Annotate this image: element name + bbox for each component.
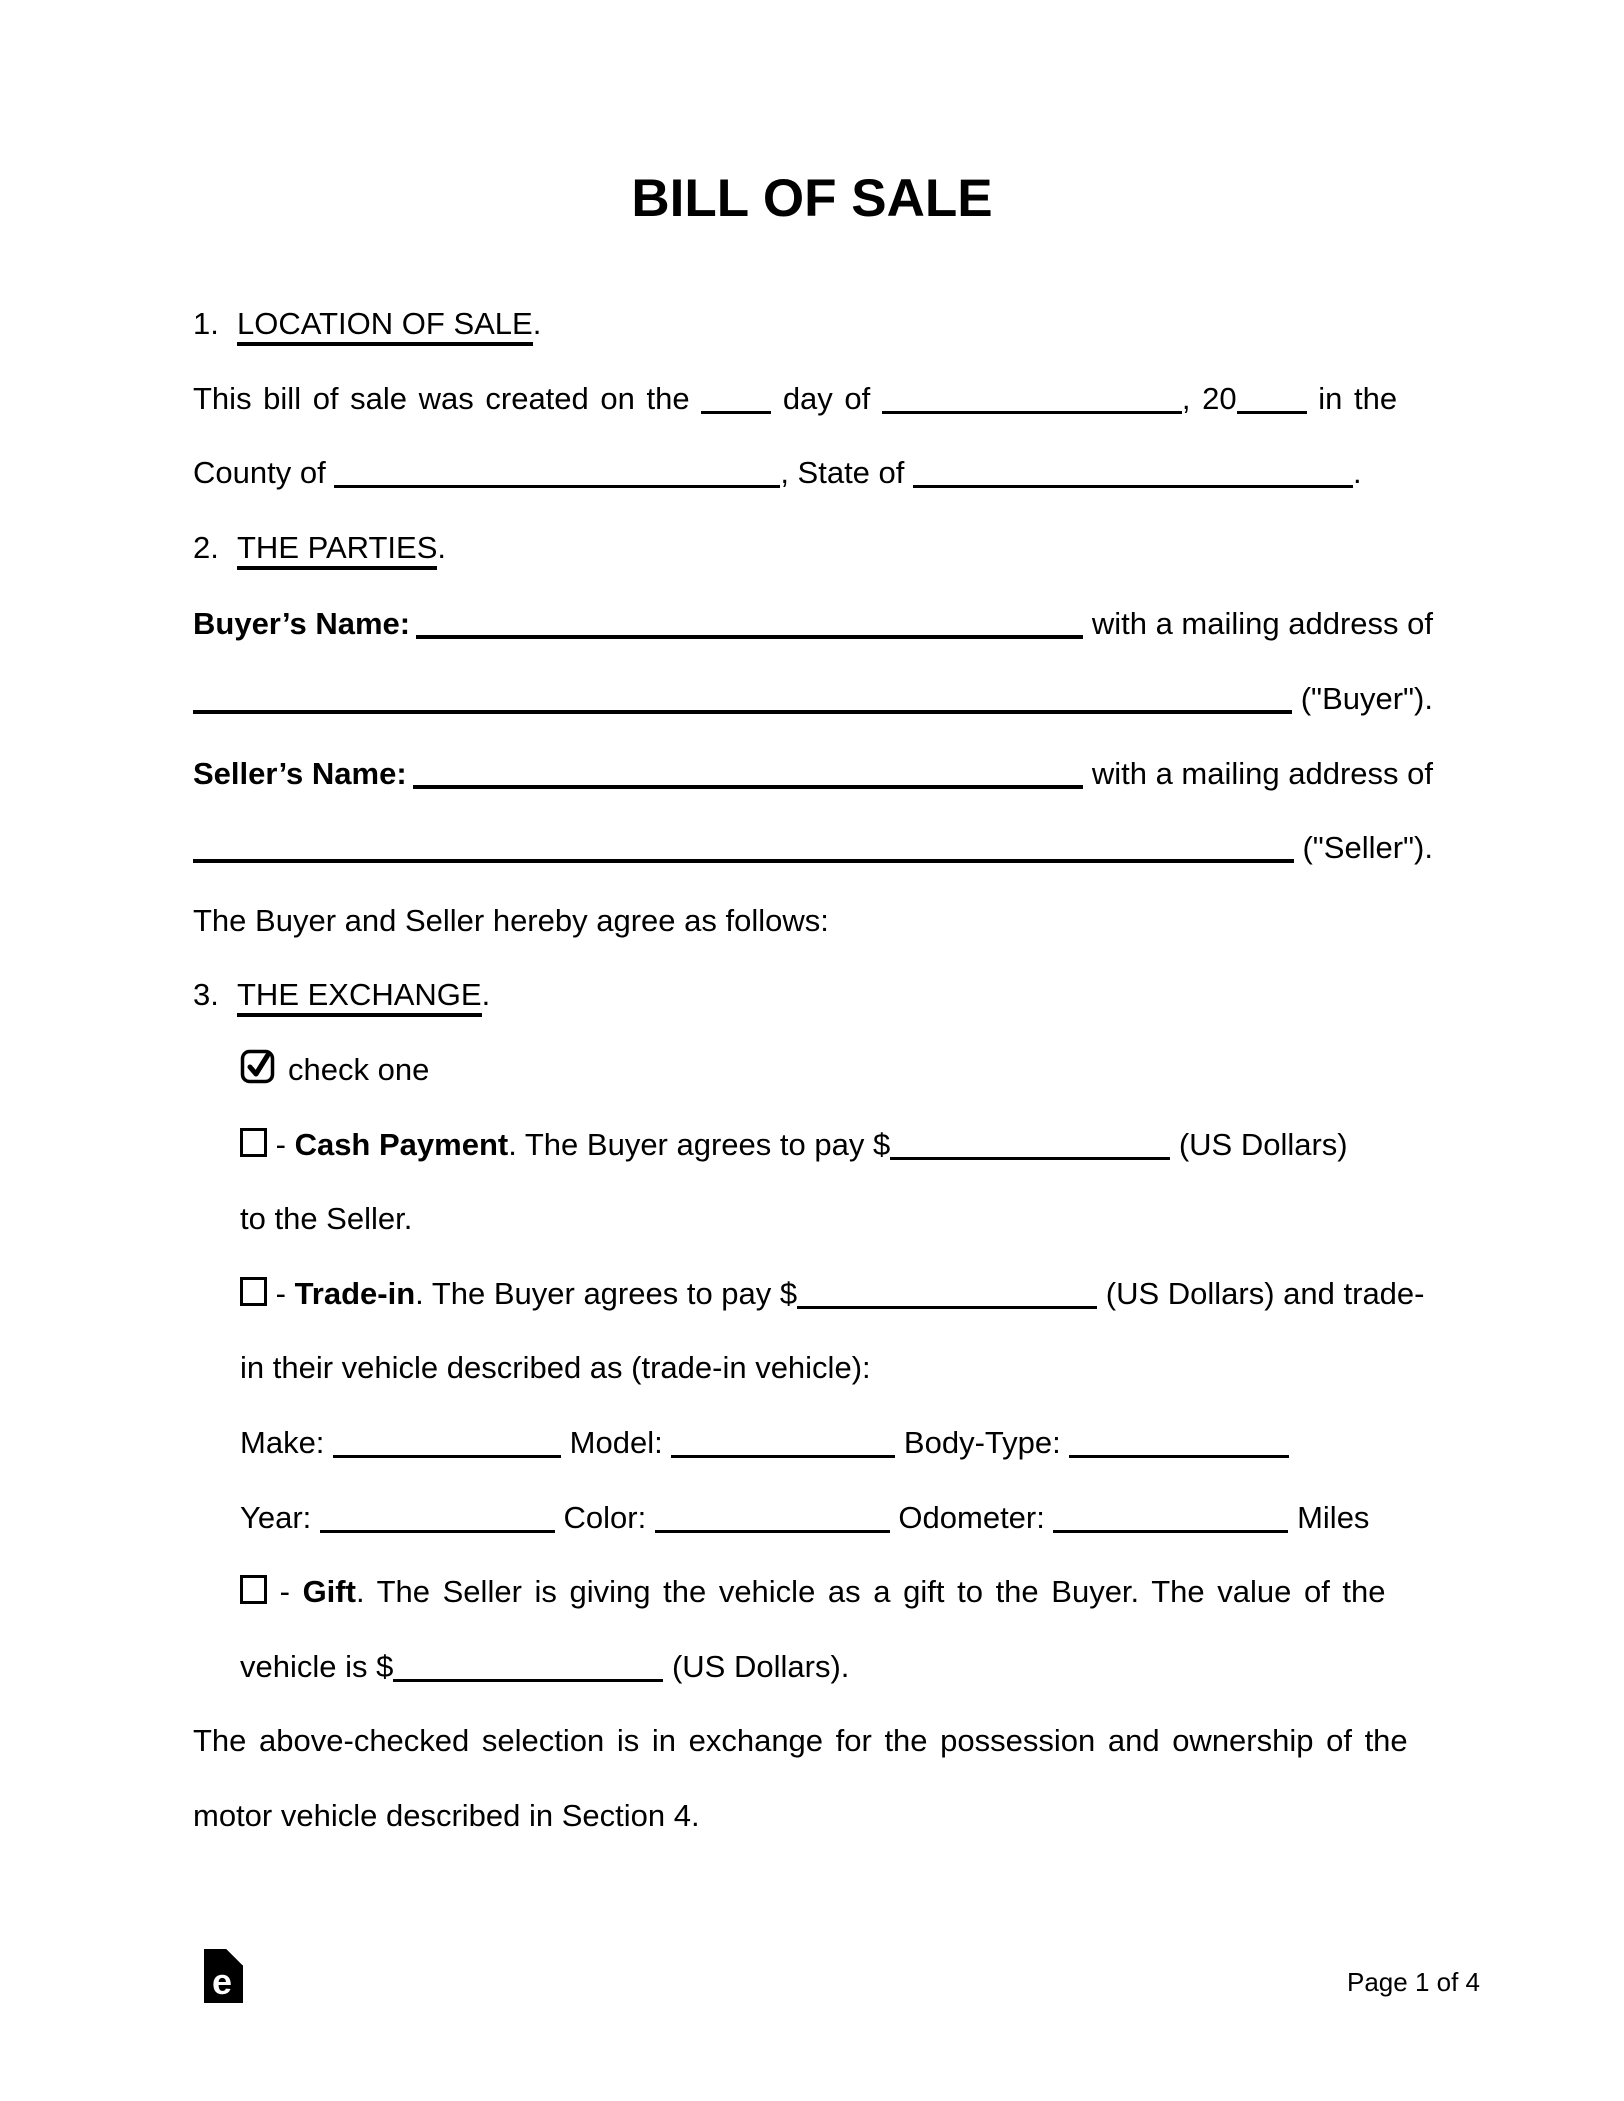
cash-dash: -	[267, 1126, 295, 1162]
check-one-line	[193, 1033, 1433, 1108]
seller-name-blank[interactable]	[413, 785, 1084, 789]
check-one-checkbox[interactable]	[240, 1048, 276, 1084]
cash-us-dollars-text: (US Dollars)	[1170, 1126, 1348, 1162]
miles-label: Miles	[1288, 1499, 1370, 1535]
logo-letter: e	[211, 1961, 233, 2002]
document-title: BILL OF SALE	[631, 169, 993, 228]
section-1-title: LOCATION OF SALE	[237, 306, 533, 346]
buyer-address-blank[interactable]	[193, 710, 1292, 714]
in-the-text: in the	[1306, 380, 1398, 416]
section-2-title: THE PARTIES	[237, 530, 437, 570]
eforms-logo	[204, 1949, 244, 2003]
color-blank[interactable]	[655, 1530, 890, 1533]
section-2-period: .	[437, 529, 447, 565]
odometer-label: Odometer:	[889, 1499, 1054, 1535]
gift-cont-line	[193, 1630, 1433, 1705]
buyer-name-blank[interactable]	[416, 635, 1083, 639]
gift-label: Gift	[302, 1574, 356, 1610]
trade-in-text: . The Buyer agrees to pay $	[415, 1275, 798, 1311]
cash-payment-label: Cash Payment	[294, 1126, 509, 1162]
day-of-text: day of	[771, 380, 882, 416]
state-of-text: , State of	[780, 455, 914, 491]
gift-line	[193, 1555, 1433, 1630]
cash-payment-text: . The Buyer agrees to pay $	[508, 1126, 891, 1162]
gift-text: . The Seller is giving the vehicle as a gift to the Buyer. The value of the	[355, 1574, 1386, 1610]
checkmark-icon	[250, 1055, 268, 1074]
buyer-address-line	[193, 660, 1433, 735]
seller-paren-text: ("Seller").	[1293, 830, 1433, 866]
section-2-number: 2.	[193, 529, 219, 565]
check-one-label: check one	[288, 1051, 430, 1087]
section-3-number: 3.	[193, 977, 219, 1013]
color-label: Color:	[554, 1499, 655, 1535]
page-number: Page 1 of 4	[1347, 1967, 1480, 1997]
trade-in-label: Trade-in	[294, 1275, 416, 1311]
buyer-mailing-text: with a mailing address of	[1083, 606, 1433, 642]
seller-mailing-text: with a mailing address of	[1083, 755, 1433, 791]
make-blank[interactable]	[333, 1455, 561, 1458]
day-blank[interactable]	[701, 411, 771, 414]
agree-text: The Buyer and Seller hereby agree as follows:	[193, 902, 829, 938]
seller-address-line	[193, 809, 1433, 884]
cash-payment-cont-line	[193, 1182, 1433, 1257]
trade-fields-row1	[193, 1406, 1433, 1481]
gift-dash: -	[267, 1574, 303, 1610]
trade-dash: -	[267, 1275, 295, 1311]
year-field-blank[interactable]	[320, 1530, 555, 1533]
gift-us-dollars-text: (US Dollars).	[663, 1648, 850, 1684]
make-label: Make:	[240, 1424, 334, 1460]
body-type-blank[interactable]	[1069, 1455, 1289, 1458]
cash-payment-line	[193, 1108, 1433, 1183]
gift-value-blank[interactable]	[393, 1679, 663, 1682]
cash-amount-blank[interactable]	[890, 1157, 1170, 1160]
year-label: Year:	[240, 1499, 320, 1535]
section-3-heading	[193, 958, 1433, 1033]
trade-in-checkbox[interactable]	[240, 1277, 267, 1306]
closing-line2	[193, 1779, 1433, 1854]
state-blank[interactable]	[913, 485, 1353, 488]
model-label: Model:	[561, 1424, 672, 1460]
section-1-heading	[193, 287, 1433, 362]
model-blank[interactable]	[671, 1455, 895, 1458]
closing-text-1: The above-checked selection is in exchange for the possession and ownership of the	[193, 1723, 1408, 1759]
agreement-line	[193, 884, 1433, 959]
trade-fields-row2	[193, 1481, 1433, 1556]
vehicle-is-text: vehicle is $	[240, 1648, 394, 1684]
trade-us-dollars-text: (US Dollars) and trade-	[1097, 1275, 1425, 1311]
seller-name-label: Seller’s Name:	[193, 755, 407, 791]
trade-amount-blank[interactable]	[797, 1306, 1097, 1309]
section-3-period: .	[481, 977, 491, 1013]
section-1-period: .	[532, 306, 542, 341]
odometer-blank[interactable]	[1053, 1530, 1288, 1533]
location-period: .	[1353, 455, 1362, 491]
created-on-text: This bill of sale was created on the	[193, 380, 702, 416]
county-of-text: County of	[193, 455, 335, 491]
month-blank[interactable]	[882, 411, 1182, 414]
year-prefix-text: , 20	[1181, 380, 1237, 416]
buyer-name-line	[193, 585, 1433, 660]
county-blank[interactable]	[334, 485, 780, 488]
section-2-heading	[193, 511, 1433, 586]
location-sentence-line2	[193, 436, 1433, 511]
section-1-number: 1.	[193, 306, 219, 341]
closing-line1	[193, 1704, 1433, 1779]
trade-vehicle-text: in their vehicle described as (trade-in vehicle):	[240, 1350, 871, 1386]
location-sentence-line1	[193, 362, 1433, 437]
trade-in-cont-line	[193, 1331, 1433, 1406]
cash-payment-checkbox[interactable]	[240, 1128, 267, 1157]
gift-checkbox[interactable]	[240, 1575, 267, 1604]
seller-name-line	[193, 735, 1433, 810]
trade-in-line	[193, 1257, 1433, 1332]
year-blank[interactable]	[1237, 411, 1307, 414]
closing-text-2: motor vehicle described in Section 4.	[193, 1797, 700, 1833]
seller-address-blank[interactable]	[193, 859, 1294, 863]
buyer-name-label: Buyer’s Name:	[193, 606, 411, 642]
section-3-title: THE EXCHANGE	[237, 977, 482, 1017]
document-body	[193, 287, 1433, 1853]
body-type-label: Body-Type:	[895, 1424, 1070, 1460]
buyer-paren-text: ("Buyer").	[1292, 680, 1433, 716]
to-the-seller-text: to the Seller.	[240, 1201, 413, 1237]
